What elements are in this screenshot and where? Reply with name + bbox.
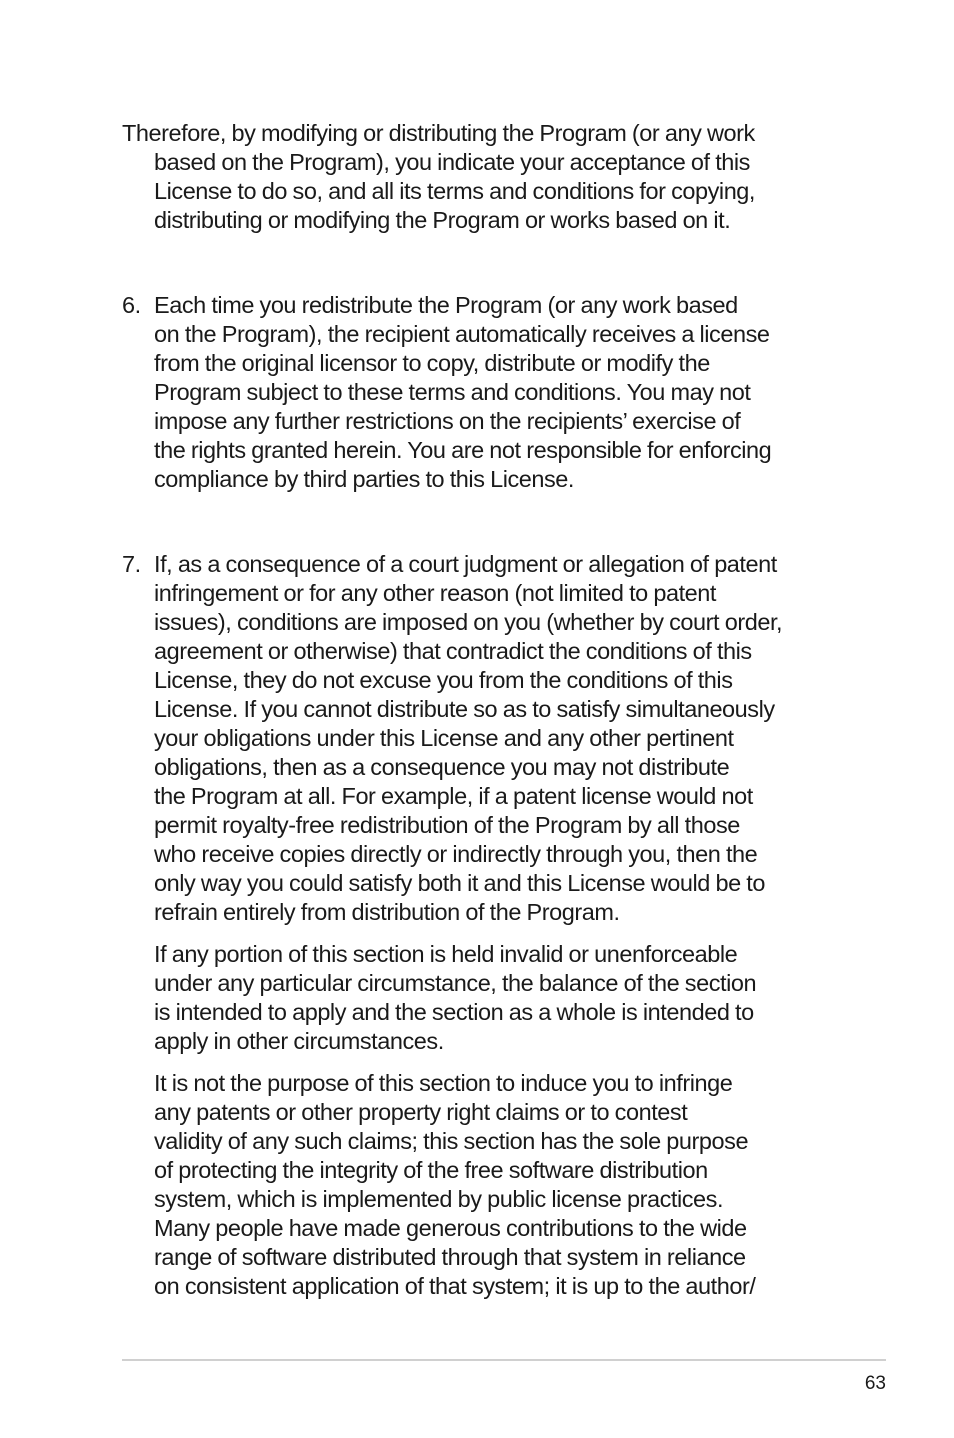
text-line: infringement or for any other reason (not limited to patent [154, 580, 716, 606]
text-line: only way you could satisfy both it and this License would be to [154, 870, 765, 896]
text-line: License. If you cannot distribute so as to satisfy simultaneously [154, 696, 775, 722]
text-line: range of software distributed through that system in reliance [154, 1244, 746, 1270]
text-line: based on the Program), you indicate your acceptance of this [154, 149, 750, 175]
text-line: distributing or modifying the Program or works based on it. [154, 207, 731, 233]
text-line: refrain entirely from distribution of the Program. [154, 899, 620, 925]
text-line: agreement or otherwise) that contradict the conditions of this [154, 638, 752, 664]
text-line: any patents or other property right claims or to contest [154, 1099, 688, 1125]
item-7-paragraph-3 [122, 1069, 850, 1301]
text-line: permit royalty-free redistribution of the Program by all those [154, 812, 740, 838]
text-line: on the Program), the recipient automatically receives a license [154, 321, 770, 347]
text-line: Each time you redistribute the Program (or any work based [154, 292, 738, 318]
text-line: issues), conditions are imposed on you (whether by court order, [154, 609, 783, 635]
text-line: system, which is implemented by public license practices. [154, 1186, 724, 1212]
item-number: 7. [122, 551, 141, 577]
text-line: validity of any such claims; this section has the sole purpose [154, 1128, 749, 1154]
page-body [122, 119, 850, 1301]
item-number: 6. [122, 292, 141, 318]
text-line: It is not the purpose of this section to induce you to infringe [154, 1070, 733, 1096]
text-line: obligations, then as a consequence you may not distribute [154, 754, 730, 780]
text-line: License, they do not excuse you from the conditions of this [154, 667, 733, 693]
text-line: Many people have made generous contributions to the wide [154, 1215, 747, 1241]
text-line: on consistent application of that system; it is up to the author/ [154, 1273, 756, 1299]
text-line: License to do so, and all its terms and conditions for copying, [154, 178, 756, 204]
text-line: Program subject to these terms and conditions. You may not [154, 379, 751, 405]
text-line: apply in other circumstances. [154, 1028, 444, 1054]
text-line: of protecting the integrity of the free software distribution [154, 1157, 708, 1183]
text-line: is intended to apply and the section as a whole is intended to [154, 999, 754, 1025]
text-line: Therefore, by modifying or distributing the Program (or any work [122, 120, 755, 146]
text-line: impose any further restrictions on the recipients’ exercise of [154, 408, 741, 434]
text-line: under any particular circumstance, the balance of the section [154, 970, 757, 996]
text-line: If any portion of this section is held invalid or unenforceable [154, 941, 738, 967]
text-line: who receive copies directly or indirectly through you, then the [154, 841, 758, 867]
page-number: 63 [864, 1373, 886, 1394]
item-7-paragraph-2 [122, 940, 850, 1056]
text-line: your obligations under this License and any other pertinent [154, 725, 734, 751]
footer-divider [122, 1359, 886, 1361]
list-item-7 [122, 550, 850, 927]
text-line: the rights granted herein. You are not responsible for enforcing [154, 437, 772, 463]
text-line: compliance by third parties to this License. [154, 466, 575, 492]
text-line: If, as a consequence of a court judgment or allegation of patent [154, 551, 777, 577]
list-item-6 [122, 291, 850, 494]
text-line: the Program at all. For example, if a patent license would not [154, 783, 753, 809]
intro-paragraph [122, 119, 850, 235]
text-line: from the original licensor to copy, distribute or modify the [154, 350, 710, 376]
